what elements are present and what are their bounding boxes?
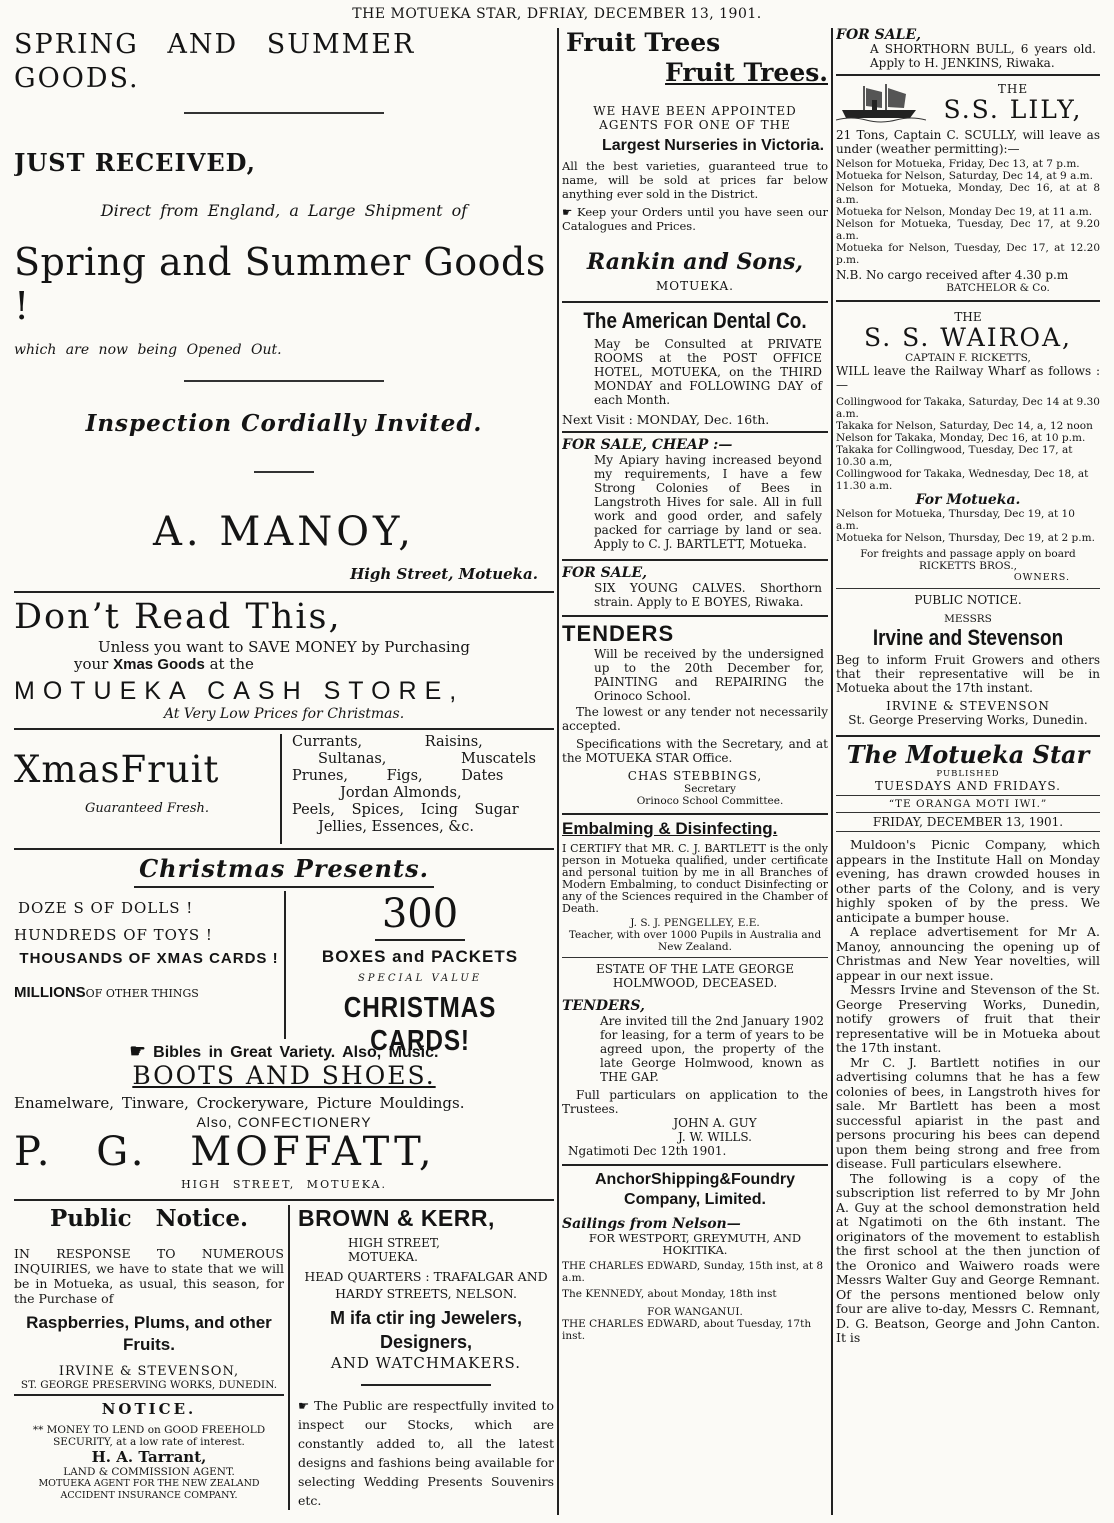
unless-line: Unless you want to SAVE MONEY by Purchasing: [98, 638, 470, 656]
keep-text: Keep your Orders until you have seen our Catalogues and Prices.: [562, 205, 828, 233]
brown-kerr-watch: AND WATCHMAKERS.: [330, 1354, 522, 1372]
cash-store-name: MOTUEKA CASH STORE,: [14, 677, 465, 705]
moffatt-name: P. G. MOFFATT,: [14, 1129, 436, 1175]
estate-full: Full particulars on application to the Trustees.: [562, 1088, 828, 1116]
divider: [562, 1164, 828, 1166]
millions-line: [14, 983, 284, 1001]
just-received: JUST RECEIVED,: [14, 148, 256, 177]
lily-title-box: [926, 82, 1100, 124]
fruit-line: Peels, Spices, Icing Sugar: [292, 802, 519, 818]
fruit-trees-varieties: All the best varieties, guaranteed true to name, will be sold at prices far below anything ever sold in the District.: [562, 159, 828, 201]
lily-intro: 21 Tons, Captain C. SCULLY, will leave as under (weather permitting):—: [836, 128, 1100, 156]
anchor-sailings: Sailings from Nelson—: [562, 1216, 741, 1232]
divider: [14, 1199, 554, 1201]
notice-role: LAND & COMMISSION AGENT.: [63, 1466, 235, 1478]
embalming-name: J. S. J. PENGELLEY, E.E.: [630, 917, 760, 929]
tenders-role: Secretary: [684, 783, 736, 795]
lily-sailing: Nelson for Motueka, Monday, Dec 16, at at 8 a.m.: [836, 182, 1100, 206]
tenders-body: Will be received by the undersigned up to the 20th December for, PAINTING and REPAIRING the Orinoco School.: [594, 647, 824, 703]
divider: [836, 74, 1100, 76]
xmas-goods: Xmas Goods: [113, 656, 205, 673]
editorial-paragraph: Messrs Irvine and Stevenson of the St. George Preserving Works, Dunedin, notify growers of fruit that their representative will be in Motueka about the 17th instant.: [836, 982, 1100, 1055]
inspection-line: Inspection Cordially Invited.: [85, 410, 483, 437]
wairoa-for-motueka: For Motueka.: [915, 492, 1021, 508]
column-rule-1: [557, 28, 559, 1515]
irvine-firm: IRVINE & STEVENSON: [886, 699, 1050, 713]
irvine-notice-ad: [836, 593, 1100, 727]
fruit-row: [14, 734, 554, 844]
column-rule-2: [831, 28, 833, 1515]
fruit-trees-title-1: Fruit Trees: [566, 28, 721, 57]
confectionery-line: Also, CONFECTIONERY: [196, 1114, 372, 1130]
public-notice-title: Public Notice.: [50, 1205, 248, 1232]
column-1: [14, 28, 554, 1517]
embalming-teacher: Teacher, with over 1000 Pupils in Australia and New Zealand.: [568, 929, 822, 953]
wairoa-sailing: Nelson for Takaka, Monday, Dec 16, at 10 p.m.: [836, 432, 1086, 444]
divider: [562, 957, 828, 958]
wairoa-title: S. S. WAIROA,: [864, 323, 1072, 352]
wairoa-sailing: Motueka for Nelson, Thursday, Dec 19, at 2 p.m.: [836, 532, 1095, 544]
estate-tenders: TENDERS,: [562, 998, 645, 1014]
dental-next: Next Visit : MONDAY, Dec. 16th.: [562, 412, 770, 427]
divider: [14, 591, 554, 593]
fruit-line: Prunes, Figs, Dates: [292, 768, 504, 784]
masthead: THE MOTUEKA STAR, DFRIAY, DECEMBER 13, 1901.: [352, 6, 762, 22]
wairoa-owners-label: OWNERS.: [1013, 572, 1070, 583]
notice-agent: MOTUEKA AGENT FOR THE NEW ZEALAND ACCIDENT INSURANCE COMPANY.: [38, 1478, 260, 1501]
xmas-fruit-title: XmasFruit: [14, 748, 220, 791]
divider: [375, 939, 465, 941]
lily-sailing: Nelson for Motueka, Friday, Dec 13, at 7 p.m.: [836, 158, 1080, 170]
dental-title: The American Dental Co.: [583, 308, 807, 333]
opened-line: which are now being Opened Out.: [14, 342, 282, 358]
boxes-line: BOXES and PACKETS: [321, 947, 519, 966]
wairoa-ad: [836, 310, 1100, 584]
star-published: PUBLISHED: [936, 769, 1000, 779]
tenders-spec: Specifications with the Secretary, and at the MOTUEKA STAR Office.: [562, 737, 828, 765]
dont-read-title: Don’t Read This,: [14, 597, 342, 637]
divider: [562, 431, 828, 433]
bull-title: FOR SALE,: [836, 28, 922, 43]
manoy-heading: SPRING AND SUMMER GOODS.: [14, 29, 416, 94]
dozens-line: DOZE S OF DOLLS !: [18, 899, 194, 917]
irvine-messrs: MESSRS: [944, 613, 992, 625]
lily-ad: [836, 80, 1100, 294]
public-notice-firm: IRVINE & STEVENSON,: [58, 1364, 240, 1379]
rule: [184, 112, 384, 114]
divider: [562, 615, 828, 617]
bees-title: FOR SALE, CHEAP :—: [562, 437, 733, 453]
rankin-name: Rankin and Sons,: [586, 249, 804, 275]
anchor-title: AnchorShipping&Foundry Company, Limited.: [595, 1171, 795, 1208]
wairoa-owners: RICKETTS BROS.,: [918, 560, 1018, 572]
brown-kerr-town: MOTUEKA.: [348, 1250, 418, 1264]
anchor-for-west: FOR WESTPORT, GREYMUTH, AND HOKITIKA.: [588, 1231, 802, 1257]
star-date: FRIDAY, DECEMBER 13, 1901.: [872, 815, 1064, 829]
presents-list: [14, 891, 286, 1039]
manoy-ad: [14, 28, 554, 583]
editorial-paragraph: Mr C. J. Bartlett notifies in our advertising columns that he has a few colonies of bees, in Langstroth hives for sale. Mr Bartlett has been a most successful apiarist in the past and persons procuring his bees can depend upon them being strong and free from disease. Full particulars elsewhere.: [836, 1054, 1100, 1171]
three-hundred: 300: [381, 891, 459, 937]
dental-body: May be Consulted at PRIVATE ROOMS at the POST OFFICE HOTEL, MOTUEKA, on the THIRD MONDAY and FOLLOWING DAY of each Month.: [594, 337, 822, 407]
tenders-title: TENDERS: [562, 621, 675, 646]
fruit-list: [282, 734, 554, 844]
bees-ad: [562, 437, 828, 551]
bottom-row: [14, 1205, 554, 1510]
brown-kerr-body: [298, 1396, 554, 1510]
lily-agent: BATCHELOR & Co.: [946, 282, 1050, 294]
fruit-trees-appointed: WE HAVE BEEN APPOINTED AGENTS FOR ONE OF THE: [593, 104, 797, 132]
lily-header: [836, 80, 1100, 124]
star-title: The Motueka Star: [846, 740, 1090, 769]
estate-body: Are invited till the 2nd January 1902 for leasing, for a term of years to be agreed upon, the property of the late George Holmwood, known as THE GAP.: [600, 1014, 824, 1084]
pointing-hand-icon: ☛: [562, 205, 573, 219]
moffatt-address: HIGH STREET, MOTUEKA.: [181, 1178, 387, 1191]
divider: [836, 588, 1100, 589]
divider: [14, 848, 554, 850]
star-days: TUESDAYS AND FRIDAYS.: [875, 779, 1061, 793]
estate-trustee-2: J. W. WILLS.: [678, 1130, 752, 1144]
brown-kerr-street: HIGH STREET,: [348, 1236, 440, 1250]
tenders-name: CHAS STEBBINGS,: [627, 769, 763, 783]
divider: [562, 559, 828, 561]
calves-ad: [562, 565, 828, 609]
wairoa-sailing: Collingwood for Takaka, Saturday, Dec 14 at 9.30 a.m.: [836, 396, 1100, 420]
divider: [14, 728, 554, 730]
hundreds-line: HUNDREDS OF TOYS !: [14, 926, 213, 944]
wairoa-captain: CAPTAIN F. RICKETTS,: [905, 352, 1031, 364]
embalming-body: I CERTIFY that MR. C. J. BARTLETT is the only person in Motueka qualified, under certificate and personal tuition by me in all Branches of Modern Embalming, to conduct Disinfecting or any of the Sciences required in the Chamber of Death.: [562, 842, 828, 915]
divider: [836, 831, 1100, 832]
divider: [361, 1384, 491, 1386]
lily-sailing: Motueka for Nelson, Monday Dec 19, at 11 a.m.: [836, 206, 1093, 218]
lily-sailing: Motueka for Nelson, Tuesday, Dec 17, at 12.20 p.m.: [836, 242, 1100, 266]
millions: MILLIONS: [14, 984, 86, 1001]
calves-body: SIX YOUNG CALVES. Shorthorn strain. Apply to E BOYES, Riwaka.: [594, 581, 822, 609]
irvine-works: St. George Preserving Works, Dunedin.: [848, 713, 1088, 727]
public-notice-ad: [14, 1205, 290, 1510]
column-3: [836, 28, 1100, 1517]
public-notice-fruits: Raspberries, Plums, and other Fruits.: [26, 1313, 272, 1354]
fruit-line: Sultanas, Muscatels: [318, 751, 536, 767]
spring-summer-title: Spring and Summer Goods !: [14, 240, 546, 328]
fruit-line: Jordan Almonds,: [340, 785, 462, 801]
wairoa-intro: WILL leave the Railway Wharf as follows :—: [836, 364, 1100, 392]
wairoa-sailing: Takaka for Nelson, Saturday, Dec 14, a, 12 noon: [836, 420, 1093, 432]
boots-shoes: BOOTS AND SHOES.: [132, 1061, 436, 1090]
bull-body: A SHORTHORN BULL, 6 years old. Apply to H. JENKINS, Riwaka.: [870, 42, 1096, 70]
brown-kerr-title: BROWN & KERR,: [298, 1205, 495, 1231]
embalming-title: Embalming & Disinfecting.: [562, 819, 778, 838]
star-motto: “TE ORANGA MOTI IWI.”: [888, 798, 1048, 810]
anchor-sailing: THE CHARLES EDWARD, about Tuesday, 17th inst.: [562, 1318, 812, 1342]
estate-trustee-1: JOHN A. GUY: [673, 1116, 757, 1130]
brown-kerr-hq: HEAD QUARTERS : TRAFALGAR AND HARDY STREETS, NELSON.: [304, 1269, 548, 1301]
notice-body: ** MONEY TO LEND on GOOD FREEHOLD SECURITY, at a low rate of interest.: [32, 1424, 266, 1448]
editorial-paragraph: Muldoon's Picnic Company, which appears in the Institute Hall on Monday evening, has drawn crowded houses in other parts of the Colony, and is very highly spoken of by the press. We anticipate a bumper house.: [836, 837, 1100, 925]
prices-line: At Very Low Prices for Christmas.: [163, 706, 405, 722]
irvine-body: Beg to inform Fruit Growers and others that their representative will be in Motueka about the 17th instant.: [836, 653, 1100, 695]
notice-title: NOTICE.: [101, 1400, 197, 1418]
divider: [836, 735, 1100, 737]
anchor-sailing: The KENNEDY, about Monday, 18th inst: [562, 1288, 777, 1300]
thousands-line: THOUSANDS OF XMAS CARDS !: [19, 950, 279, 967]
wairoa-sailing: Nelson for Motueka, Thursday, Dec 19, at 10 a.m.: [836, 508, 1075, 532]
other-things: OF OTHER THINGS: [85, 987, 199, 1000]
public-notice-works: ST. GEORGE PRESERVING WORKS, DUNEDIN.: [20, 1379, 278, 1391]
wairoa-sailing: Collingwood for Takaka, Wednesday, Dec 18, at 11.30 a.m.: [836, 468, 1089, 492]
wairoa-sailing: Takaka for Collingwood, Tuesday, Dec 17, at 10.30 a.m,: [836, 444, 1073, 468]
brown-kerr-ad: [290, 1205, 554, 1510]
dental-ad: [562, 307, 828, 427]
tenders-ad: [562, 621, 828, 807]
estate-ad: [562, 962, 828, 1158]
public-notice-body: IN RESPONSE TO NUMEROUS INQUIRIES, we have to state that we will be in Motueka, as usual, this season, for the Purchase of: [14, 1246, 284, 1306]
bibles-text: Bibles in Great Variety. Also, Music.: [153, 1044, 439, 1061]
text: your: [74, 655, 109, 673]
brown-kerr-text: The Public are respectfully invited to inspect our Stocks, which are constantly added to, all the latest designs and fashions being available for selecting Wedding Presents Souvenirs etc.: [298, 1398, 554, 1508]
manoy-address: High Street, Motueka.: [350, 565, 538, 583]
column-2: [562, 28, 828, 1517]
fruit-trees-keep: [562, 205, 828, 233]
bull-ad: [836, 28, 1100, 70]
divider: [562, 301, 828, 303]
direct-line: Direct from England, a Large Shipment of: [100, 201, 468, 220]
christmas-cards: CHRISTMAS CARDS!: [343, 992, 497, 1057]
irvine-name: Irvine and Stevenson: [872, 625, 1064, 650]
irvine-notice-title: PUBLIC NOTICE.: [914, 593, 1022, 607]
christmas-presents-title: Christmas Presents.: [139, 854, 429, 883]
largest-nurseries: Largest Nurseries in Victoria.: [602, 137, 825, 154]
divider: [836, 795, 1100, 796]
estate-title: ESTATE OF THE LATE GEORGE HOLMWOOD, DECEASED.: [595, 962, 795, 990]
lily-sailing: Nelson for Motueka, Tuesday, Dec 17, at 9.20 a.m.: [836, 218, 1100, 242]
rule: [184, 380, 384, 382]
notice-name: H. A. Tarrant,: [91, 1448, 207, 1466]
embalming-ad: [562, 819, 828, 953]
anchor-sailing: THE CHARLES EDWARD, Sunday, 15th inst, at 8 a.m.: [562, 1260, 824, 1284]
text: at the: [209, 655, 254, 673]
calves-title: FOR SALE,: [562, 565, 648, 581]
fruit-line: Jellies, Essences, &c.: [318, 819, 474, 835]
cards-box: [286, 891, 554, 1057]
wairoa-the: THE: [954, 310, 982, 324]
ship-icon: [836, 80, 926, 124]
bees-body: My Apiary having increased beyond my requirements, I have a few Strong Colonies of Bees in Langstroth Hives for sale. All in full work and good order, and safely packed for carriage by land or sea. Apply to C. J. BARTLETT, Motueka.: [594, 453, 822, 551]
lily-title: S.S. LILY,: [943, 95, 1083, 124]
divider: [14, 1394, 284, 1396]
lily-nb: N.B. No cargo received after 4.30 p.m: [836, 268, 1069, 282]
divider: [134, 886, 434, 888]
pointing-hand-icon: ☛: [298, 1398, 310, 1413]
tenders-committee: Orinoco School Committee.: [636, 795, 784, 807]
anchor-ad: [562, 1170, 828, 1342]
editorial-paragraph: The following is a copy of the subscription list referred to by Mr John A. Guy at the school demonstration held at Ngatimoti on the 6th instant. The originators of the movement to establish the first school at the then junction of the Oronico and Waiwero roads were Messrs Walter Guy and George Remnant. Of the persons mentioned below only four are alive to-day, Messrs C. Remnant, D. G. Beatson, George and John Canton. It is: [836, 1170, 1100, 1345]
fruit-trees-ad: [562, 28, 828, 293]
fruit-trees-title-2: Fruit Trees.: [665, 58, 828, 87]
fruit-line: Currants, Raisins,: [292, 734, 483, 750]
estate-date: Ngatimoti Dec 12th 1901.: [568, 1144, 727, 1158]
divider: [562, 813, 828, 815]
xmas-fruit-box: [14, 734, 282, 844]
editorial-paragraph: A replace advertisement for Mr A. Manoy, announcing the opening up of Christmas and New Year novelties, will appear in our next issue.: [836, 924, 1100, 983]
divider: [836, 812, 1100, 813]
brown-kerr-mfg: M ifa ctir ing Jewelers, Designers,: [329, 1308, 523, 1352]
special-value: SPECIAL VALUE: [357, 973, 483, 984]
rule: [254, 471, 314, 473]
pointing-hand-icon: ☛: [129, 1041, 146, 1061]
wairoa-freights: For freights and passage apply on board: [860, 548, 1076, 560]
guaranteed-fresh: Guaranteed Fresh.: [84, 801, 209, 816]
xmas-goods-line: [14, 656, 554, 673]
rankin-place: MOTUEKA.: [656, 279, 734, 293]
enamel-line: Enamelware, Tinware, Crockeryware, Picture Mouldings.: [14, 1094, 465, 1112]
cash-store-ad: [14, 597, 554, 1191]
tenders-lowest: The lowest or any tender not necessarily accepted.: [562, 705, 828, 733]
star-editorial: [836, 741, 1100, 1346]
manoy-name: A. MANOY,: [153, 509, 415, 555]
divider: [836, 300, 1100, 302]
lily-sailing: Motueka for Nelson, Saturday, Dec 14, at 9 a.m.: [836, 170, 1093, 182]
lily-the: THE: [997, 82, 1029, 96]
anchor-for-wanganui: FOR WANGANUI.: [647, 1306, 743, 1318]
